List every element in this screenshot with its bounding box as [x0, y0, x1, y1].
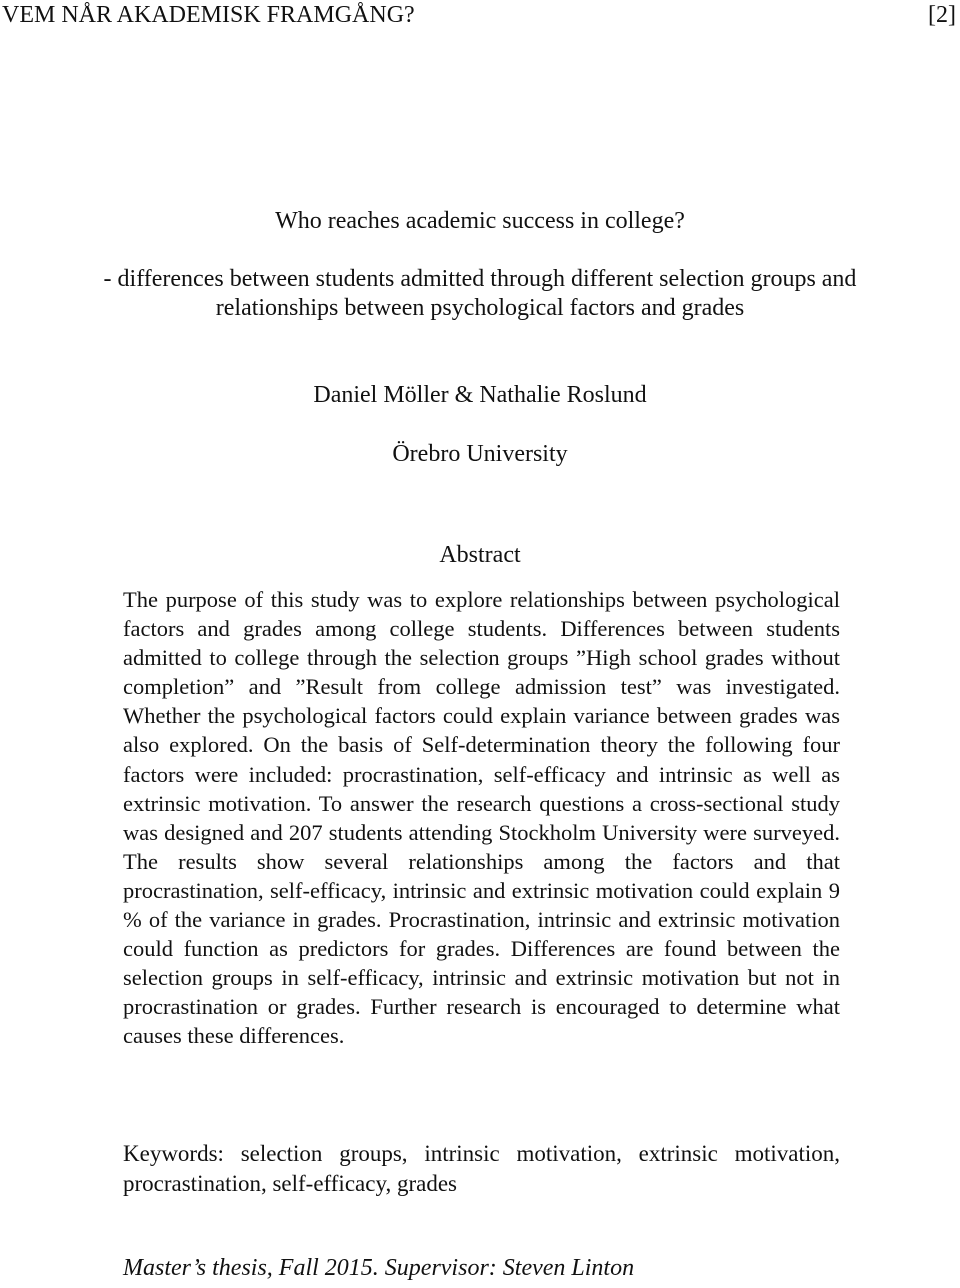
paper-title: Who reaches academic success in college?	[275, 208, 685, 234]
paper-subtitle-line-2: relationships between psychological factors and grades	[215, 295, 745, 321]
keywords: Keywords: selection groups, intrinsic motivation, extrinsic motivation, procrastination, self-efficacy, grades	[123, 1141, 840, 1196]
affiliation: Örebro University	[392, 441, 568, 467]
running-header-title: VEM NÅR AKADEMISK FRAMGÅNG?	[2, 2, 415, 28]
abstract-body: The purpose of this study was to explore relationships between psychological factors and grades among college students. Differences between students admitted to college through the selection groups ”High school grades without completion” and ”Result from college admission test” was investigated. Whether the psychological factors could explain variance between grades was also explored. On the basis of Self-determination theory the following four factors were included: procrastination, self-efficacy and intrinsic as well as extrinsic motivation. To answer the research questions a cross-sectional study was designed and 207 students attending Stockholm University were surveyed. The results show several relationships among the factors and that procrastination, self-efficacy, intrinsic and extrinsic motivation could explain 9 % of the variance in grades. Procrastination, intrinsic and extrinsic motivation could function as predictors for grades. Differences are found between the selection groups in self-efficacy, intrinsic and extrinsic motivation but not in procrastination or grades. Further research is encouraged to determine what causes these differences.	[123, 587, 840, 1049]
paper-subtitle-line-1: - differences between students admitted through different selection groups and	[103, 266, 857, 292]
abstract-heading: Abstract	[439, 542, 521, 568]
authors: Daniel Möller & Nathalie Roslund	[313, 382, 647, 408]
thesis-footer: Master’s thesis, Fall 2015. Supervisor: Steven Linton	[123, 1255, 635, 1281]
page-number: [2]	[928, 2, 956, 28]
